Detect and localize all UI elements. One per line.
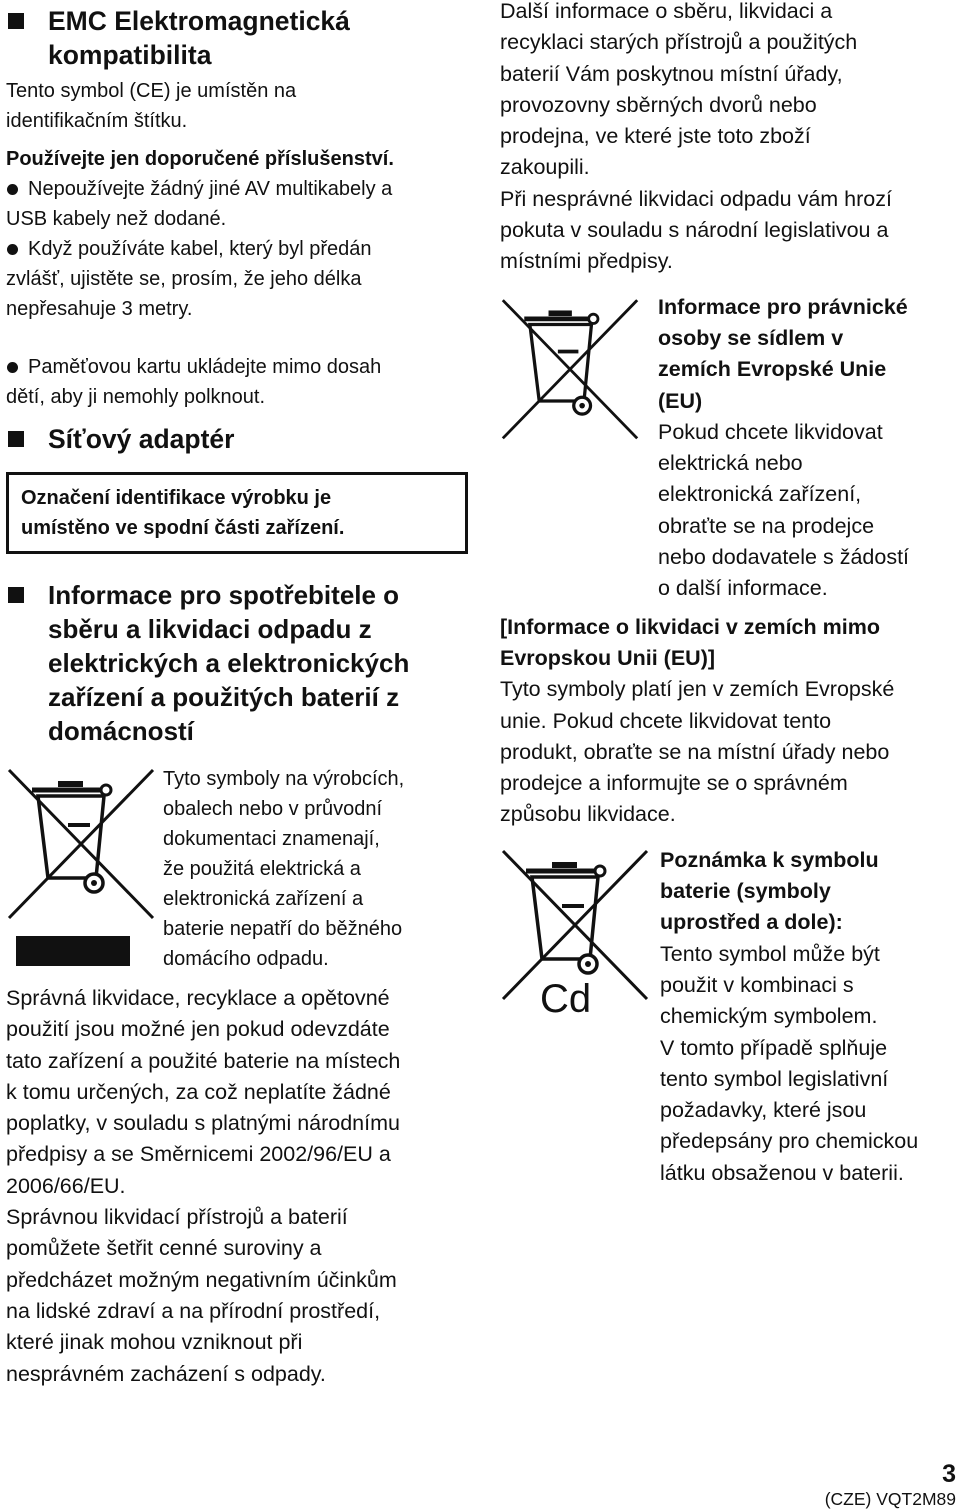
text-line: prodejce a informujte se o správném bbox=[500, 771, 848, 796]
document-code: (CZE) VQT2M89 bbox=[824, 1489, 956, 1509]
battery-heading bbox=[660, 845, 918, 939]
text-line: elektrická nebo bbox=[658, 451, 803, 476]
text-line: recyklaci starých přístrojů a použitých bbox=[500, 30, 858, 55]
text-line: látku obsaženou v baterii. bbox=[660, 1160, 904, 1185]
round-bullet-icon bbox=[7, 362, 18, 373]
accessories-heading: Používejte jen doporučené příslušenství. bbox=[6, 148, 394, 170]
battery-block bbox=[500, 845, 956, 1205]
resources-text bbox=[6, 1202, 476, 1390]
text-line: požadavky, které jsou bbox=[660, 1098, 867, 1123]
text-line: nebo dodavatele s žádostí bbox=[658, 545, 910, 570]
outside-text bbox=[500, 674, 956, 830]
text-line: V tomto případě splňuje bbox=[660, 1035, 888, 1060]
heading-line: Evropskou Unii (EU)] bbox=[500, 645, 716, 670]
square-bullet-icon bbox=[8, 13, 24, 29]
text-line: 2006/66/EU. bbox=[6, 1173, 126, 1198]
text-line: Tento symbol (CE) je umístěn na bbox=[6, 80, 297, 102]
text-line: prodejna, ve které jste toto zboží bbox=[500, 124, 811, 149]
text-line: pomůžete šetřit cenné suroviny a bbox=[6, 1236, 322, 1261]
info-text bbox=[500, 0, 956, 184]
right-column bbox=[500, 0, 956, 1205]
text-line: Nepoužívejte žádný jiné AV multikabely a bbox=[28, 178, 393, 200]
text-line: elektronická zařízení, bbox=[658, 482, 862, 507]
bullet-item bbox=[6, 174, 476, 234]
text-line: Správnou likvidací přístrojů a baterií bbox=[6, 1205, 348, 1230]
text-line: k tomu určených, za což neplatíte žádné bbox=[6, 1079, 391, 1104]
text-line: dokumentaci znamenají, bbox=[163, 828, 380, 850]
text-line: USB kabely než dodané. bbox=[6, 208, 227, 230]
heading-line: [Informace o likvidaci v zemích mimo bbox=[500, 614, 880, 639]
round-bullet-icon bbox=[7, 244, 18, 255]
business-info bbox=[658, 292, 909, 605]
text-line: umístěno ve spodní části zařízení. bbox=[21, 517, 345, 539]
adapter-heading bbox=[6, 422, 476, 456]
text-line: produkt, obraťte se na místní úřady nebo bbox=[500, 739, 890, 764]
text-line: poplatky, v souladu s platnými národnímu bbox=[6, 1111, 400, 1136]
penalty-text bbox=[500, 184, 956, 278]
heading-line: Informace pro spotřebitele o bbox=[48, 580, 400, 610]
disposal-text bbox=[6, 983, 476, 1202]
square-bullet-icon bbox=[8, 431, 24, 447]
chemical-symbol: Cd bbox=[540, 976, 592, 1021]
text-line: dětí, aby ji nemohly polknout. bbox=[6, 386, 266, 408]
heading-line: Informace pro právnické bbox=[658, 294, 908, 319]
text-line: na lidské zdraví a na přírodní prostředí, bbox=[6, 1298, 381, 1323]
text-line: tato zařízení a použité baterie na místech bbox=[6, 1048, 401, 1073]
text-line: předcházet možným negativním účinkům bbox=[6, 1267, 397, 1292]
emc-text bbox=[6, 76, 476, 136]
business-heading bbox=[658, 292, 909, 417]
heading-line: Poznámka k symbolu bbox=[660, 847, 879, 872]
outside-heading bbox=[500, 612, 956, 675]
heading-line: elektrických a elektronických bbox=[48, 648, 410, 678]
text-line: nesprávném zacházení s odpady. bbox=[6, 1361, 326, 1386]
text-line: zvlášť, ujistěte se, prosím, že jeho délka bbox=[6, 268, 362, 290]
text-line: Tyto symboly na výrobcích, bbox=[163, 768, 405, 790]
text-line: Správná likvidace, recyklace a opětovné bbox=[6, 986, 390, 1010]
heading-line: osoby se sídlem v bbox=[658, 325, 844, 350]
round-bullet-icon bbox=[7, 184, 18, 195]
consumer-heading bbox=[6, 578, 476, 748]
crossed-out-wheelie-bin-icon bbox=[500, 298, 640, 448]
text-line: Označení identifikace výrobku je bbox=[21, 487, 332, 509]
bullet-item bbox=[6, 234, 476, 324]
text-line: předpisy a se Směrnicemi 2002/96/EU a bbox=[6, 1142, 391, 1167]
text-line: použit v kombinaci s bbox=[660, 972, 854, 997]
symbol-text bbox=[163, 764, 404, 974]
heading-line: (EU) bbox=[658, 388, 703, 413]
text-line: baterie nepatří do běžného bbox=[163, 918, 403, 940]
crossed-out-wheelie-bin-icon bbox=[6, 768, 156, 968]
emc-heading bbox=[6, 4, 476, 72]
text-line: identifikačním štítku. bbox=[6, 110, 188, 132]
business-block bbox=[500, 292, 956, 612]
text-line: unie. Pokud chcete likvidovat tento bbox=[500, 708, 832, 733]
text-line: Při nesprávné likvidaci odpadu vám hrozí bbox=[500, 186, 892, 211]
heading-line: baterie (symboly bbox=[660, 879, 831, 904]
text-line: obalech nebo v průvodní bbox=[163, 798, 383, 820]
heading-line: kompatibilita bbox=[48, 40, 212, 70]
text-line: chemickým symbolem. bbox=[660, 1004, 878, 1029]
text-line: způsobu likvidace. bbox=[500, 802, 676, 827]
battery-info bbox=[660, 845, 918, 1189]
text-line: domácího odpadu. bbox=[163, 948, 329, 970]
text-line: tento symbol legislativní bbox=[660, 1066, 889, 1091]
text-line: nepřesahuje 3 metry. bbox=[6, 298, 193, 320]
text-line: Tento symbol může být bbox=[660, 941, 880, 966]
text-line: pokuta v souladu s národní legislativou a bbox=[500, 218, 889, 243]
text-line: zakoupili. bbox=[500, 155, 590, 180]
text-line: obraťte se na prodejce bbox=[658, 513, 875, 538]
text-line: že použitá elektrická a bbox=[163, 858, 361, 880]
text-line: které jinak mohou vzniknout při bbox=[6, 1330, 303, 1355]
heading-line: uprostřed a dole): bbox=[660, 910, 843, 935]
text-line: Další informace o sběru, likvidaci a bbox=[500, 0, 833, 23]
text-line: provozovny sběrných dvorů nebo bbox=[500, 92, 817, 117]
page-number: 3 bbox=[942, 1460, 956, 1488]
left-column bbox=[6, 0, 476, 1390]
text-line: Pokud chcete likvidovat bbox=[658, 419, 883, 444]
adapter-note-box bbox=[6, 472, 468, 554]
heading-line: Síťový adaptér bbox=[48, 424, 235, 454]
text-line: použití jsou možné jen pokud odevzdáte bbox=[6, 1017, 390, 1042]
text-line: o další informace. bbox=[658, 576, 828, 601]
text-line: Tyto symboly platí jen v zemích Evropské bbox=[500, 677, 895, 702]
heading-line: domácností bbox=[48, 716, 194, 746]
bullet-item bbox=[6, 352, 476, 412]
square-bullet-icon bbox=[8, 587, 24, 603]
battery-text bbox=[660, 939, 918, 1189]
text-line: Když používáte kabel, který byl předán bbox=[28, 238, 372, 260]
text-line: Paměťovou kartu ukládejte mimo dosah bbox=[28, 356, 382, 378]
business-text bbox=[658, 417, 909, 605]
text-line: předepsány pro chemickou bbox=[660, 1129, 919, 1154]
heading-line: EMC Elektromagnetická bbox=[48, 6, 350, 36]
text-line: elektronická zařízení a bbox=[163, 888, 364, 910]
text-line: baterií Vám poskytnou místní úřady, bbox=[500, 61, 843, 86]
text-line: místními předpisy. bbox=[500, 249, 673, 274]
heading-line: zemích Evropské Unie bbox=[658, 357, 887, 382]
heading-line: sběru a likvidaci odpadu z bbox=[48, 614, 372, 644]
heading-line: zařízení a použitých baterií z bbox=[48, 682, 400, 712]
symbol-block bbox=[6, 768, 476, 992]
